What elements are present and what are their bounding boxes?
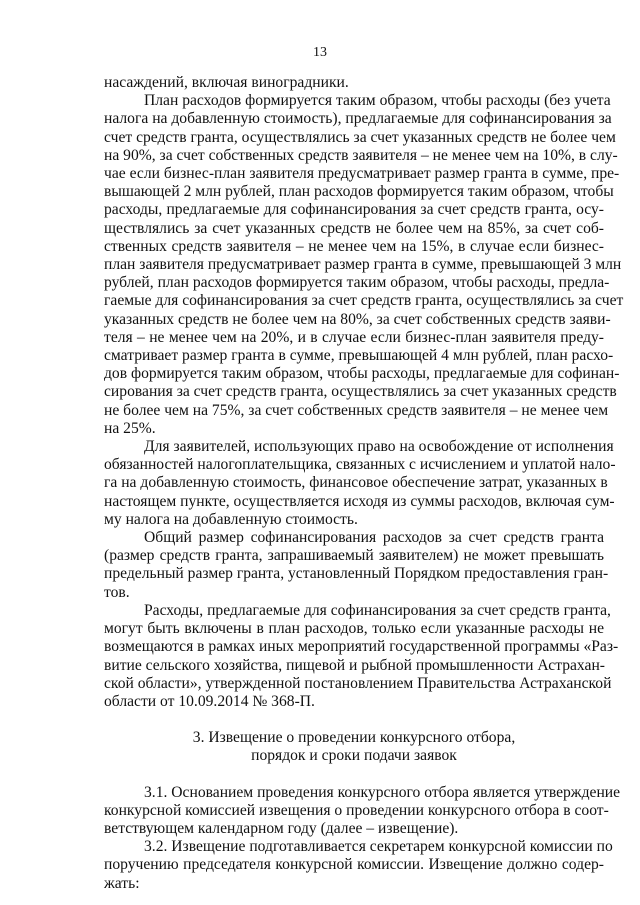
section-paragraphs xyxy=(104,783,621,893)
text-line: ществлялись за счет указанных средств не более чем на 85%, за счет соб- xyxy=(104,219,604,237)
text-line: Расходы, предлагаемые для софинансирования за счет средств гранта, xyxy=(144,601,611,619)
text-line: ветствующем календарном году (далее – извещение). xyxy=(104,819,459,837)
paragraph xyxy=(104,92,624,438)
text-line: 3.1. Основанием проведения конкурсного отбора является утверждение xyxy=(144,783,621,801)
page-number: 13 xyxy=(313,45,327,60)
text-line: Общий размер софинансирования расходов за счет средств гранта xyxy=(144,529,604,547)
text-line: области от 10.09.2014 № 368-П. xyxy=(104,692,315,710)
text-line: витие сельского хозяйства, пищевой и рыбной промышленности Астрахан- xyxy=(104,656,605,674)
text-line: теля – не менее чем на 20%, и в случае если бизнес-план заявителя преду- xyxy=(104,328,604,346)
document-body xyxy=(104,74,624,893)
text-line: возмещаются в рамках иных мероприятий государственной программы «Раз- xyxy=(104,638,619,656)
text-line: чае если бизнес-план заявителя предусматривает размер гранта в сумме, пре- xyxy=(104,165,620,183)
text-line: на 90%, за счет собственных средств заявителя – не менее чем на 10%, в слу- xyxy=(104,146,618,164)
text-line: счет средств гранта, осуществлялись за счет указанных средств не более чем xyxy=(104,128,616,146)
text-line: (размер средств гранта, запрашиваемый заявителем) не может превышать xyxy=(104,547,604,565)
text-line: на 25%. xyxy=(104,419,156,437)
text-line: насаждений, включая виноградники. xyxy=(104,74,349,91)
text-line: настоящем пункте, осуществляется исходя из суммы расходов, включая сум- xyxy=(104,492,615,510)
text-line: жать: xyxy=(104,874,140,892)
text-line: предельный размер гранта, установленный Порядком предоставления гран- xyxy=(104,565,609,583)
text-line: обязанностей налогоплательщика, связанных с исчислением и уплатой нало- xyxy=(104,456,616,474)
paragraph xyxy=(104,601,619,711)
text-line: конкурсной комиссией извещения о проведении конкурсного отбора в соот- xyxy=(104,801,609,819)
text-line: указанных средств не более чем на 80%, за счет собственных средств заяви- xyxy=(104,310,611,328)
text-line: План расходов формируется таким образом, чтобы расходы (без учета xyxy=(144,92,611,110)
text-line: ской области», утвержденной постановлением Правительства Астраханской xyxy=(104,674,612,692)
paragraph xyxy=(104,529,609,602)
text-line: ственных средств заявителя – не менее чем на 15%, в случае если бизнес- xyxy=(104,237,604,255)
text-line: вышающей 2 млн рублей, план расходов формируется таким образом, чтобы xyxy=(104,183,614,201)
text-line: сматривает размер гранта в сумме, превышающей 4 млн рублей, план расхо- xyxy=(104,347,614,365)
text-line: гаемые для софинансирования за счет средств гранта, осуществлялись за счет xyxy=(104,292,624,310)
text-line: поручению председателя конкурсной комиссии. Извещение должно содер- xyxy=(104,856,604,874)
text-line: рублей, план расходов формируется таким образом, чтобы расходы, предла- xyxy=(104,274,610,292)
text-line: налога на добавленную стоимость), предлагаемые для софинансирования за xyxy=(104,110,612,128)
text-line: дов формируется таким образом, чтобы расходы, предлагаемые для софинан- xyxy=(104,365,620,383)
paragraph xyxy=(104,838,613,893)
text-line: сирования за счет средств гранта, осуществлялись за счет указанных средств xyxy=(104,383,617,401)
paragraph xyxy=(104,783,621,839)
section-heading xyxy=(104,729,604,765)
section-heading-line-1: 3. Извещение о проведении конкурсного отбора, xyxy=(192,729,516,747)
paragraph xyxy=(104,438,616,529)
text-line: Для заявителей, использующих право на освобождение от исполнения xyxy=(144,438,614,456)
text-line: план заявителя предусматривает размер гранта в сумме, превышающей 3 млн xyxy=(104,256,622,274)
section-heading-line-2: порядок и сроки подачи заявок xyxy=(251,747,457,765)
text-line: му налога на добавленную стоимость. xyxy=(104,510,358,528)
text-line: га на добавленную стоимость, финансовое обеспечение затрат, указанных в xyxy=(104,474,608,492)
text-line: 3.2. Извещение подготавливается секретарем конкурсной комиссии по xyxy=(144,838,613,856)
text-line: могут быть включены в план расходов, только если указанные расходы не xyxy=(104,620,604,638)
text-line: тов. xyxy=(104,583,130,601)
text-line: расходы, предлагаемые для софинансирования за счет средств гранта, осу- xyxy=(104,201,604,219)
text-line: не более чем на 75%, за счет собственных средств заявителя – не менее чем xyxy=(104,401,609,419)
main-paragraphs xyxy=(104,74,624,711)
paragraph xyxy=(104,74,604,92)
